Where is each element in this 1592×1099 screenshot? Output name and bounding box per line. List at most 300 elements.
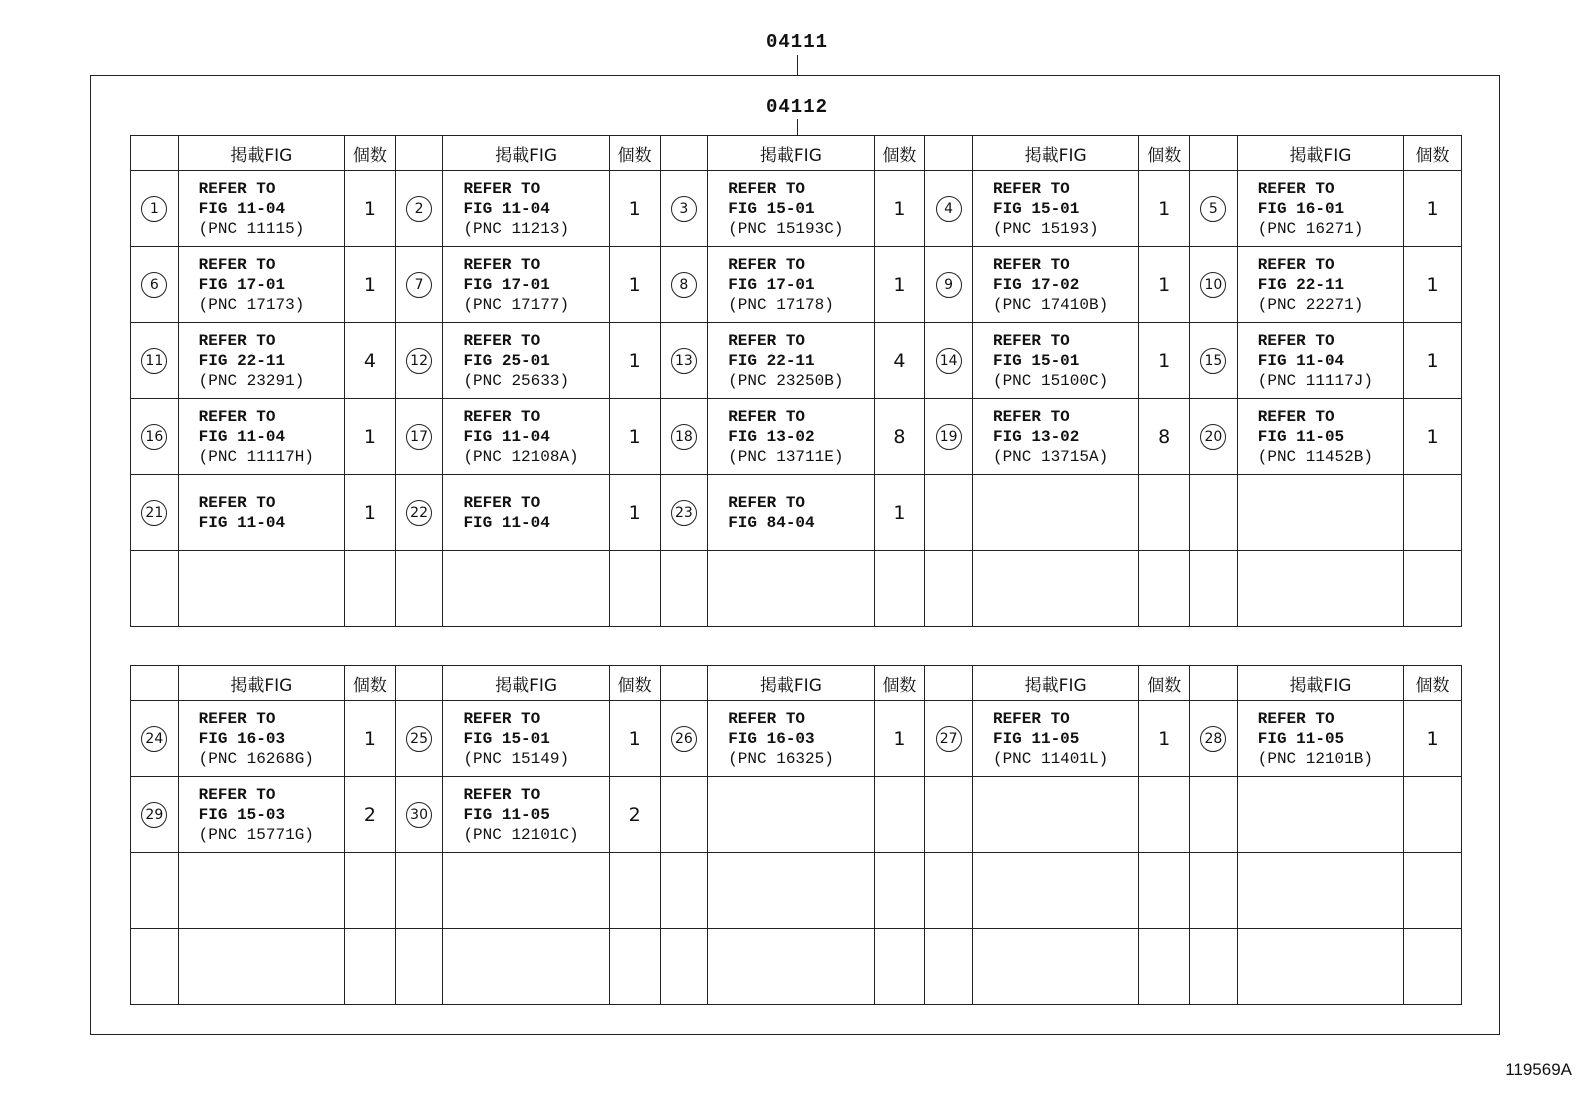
figure-number: FIG 11-04 (1257, 351, 1345, 370)
figure-reference-cell (1237, 929, 1403, 1005)
figure-reference-cell (443, 551, 609, 627)
figure-number: FIG 11-04 (198, 513, 286, 532)
item-number-cell (1190, 551, 1238, 627)
quantity-cell (1139, 475, 1190, 551)
refer-to-text: REFER TO (1257, 407, 1335, 426)
quantity-cell: 4 (874, 323, 925, 399)
figure-number: FIG 11-04 (198, 199, 286, 218)
quantity-cell: 1 (609, 475, 660, 551)
quantity-cell: 2 (345, 777, 396, 853)
pnc-number: (PNC 11117J) (1257, 371, 1373, 390)
item-number-cell (1190, 853, 1238, 929)
refer-to-text: REFER TO (728, 493, 806, 512)
item-number-circle: 8 (671, 272, 697, 298)
figure-reference-cell (708, 929, 874, 1005)
item-number-circle: 30 (406, 802, 432, 828)
pnc-number: (PNC 25633) (463, 371, 570, 390)
pnc-number: (PNC 15149) (463, 749, 570, 768)
item-number-cell (660, 701, 708, 777)
figure-number: FIG 17-01 (728, 275, 815, 294)
pnc-number: (PNC 11213) (463, 219, 570, 238)
figure-reference-cell (972, 853, 1138, 929)
pnc-number: (PNC 11117H) (198, 447, 314, 466)
quantity-cell: 1 (874, 171, 925, 247)
pnc-number: (PNC 22271) (1257, 295, 1364, 314)
quantity-cell: 1 (345, 399, 396, 475)
pnc-number: (PNC 17178) (728, 295, 834, 314)
table-row (131, 399, 1462, 475)
item-number-circle: 11 (141, 348, 167, 374)
callout-04111: 04111 (765, 31, 828, 53)
refer-to-text: REFER TO (1257, 709, 1335, 728)
item-number-cell (925, 475, 973, 551)
refer-to-text: REFER TO (198, 493, 276, 512)
figure-reference-cell (972, 551, 1138, 627)
refer-to-text: REFER TO (198, 255, 276, 274)
figure-reference-cell (443, 323, 609, 399)
figure-reference-cell (1237, 777, 1403, 853)
figure-number: FIG 15-01 (992, 199, 1080, 218)
item-number-circle: 16 (141, 424, 167, 450)
refer-to-text: REFER TO (992, 709, 1070, 728)
quantity-cell (609, 853, 660, 929)
header-fig: 掲載FIG (443, 666, 609, 701)
pnc-number: (PNC 16271) (1257, 219, 1364, 238)
quantity-cell (1404, 853, 1462, 929)
item-number-circle: 18 (671, 424, 697, 450)
leader-line-04111 (797, 55, 798, 75)
item-number-cell (925, 247, 973, 323)
header-fig: 掲載FIG (972, 666, 1138, 701)
quantity-cell: 1 (874, 247, 925, 323)
pnc-number: (PNC 15100C) (992, 371, 1109, 390)
quantity-cell: 1 (1139, 247, 1190, 323)
header-num (1190, 666, 1238, 701)
figure-reference-cell (1237, 475, 1403, 551)
item-number-cell (1190, 777, 1238, 853)
pnc-number: (PNC 11115) (198, 219, 305, 238)
table-row (131, 551, 1462, 627)
table-header-row (131, 136, 1462, 171)
item-number-cell (395, 399, 443, 475)
item-number-cell (395, 323, 443, 399)
item-number-circle: 23 (671, 500, 697, 526)
refer-to-text: REFER TO (992, 331, 1070, 350)
quantity-cell: 1 (1139, 701, 1190, 777)
quantity-cell: 1 (1404, 399, 1462, 475)
item-number-cell (660, 475, 708, 551)
pnc-number: (PNC 17177) (463, 295, 570, 314)
figure-reference-cell (443, 929, 609, 1005)
pnc-number: (PNC 15193) (992, 219, 1099, 238)
pnc-number: (PNC 15193C) (728, 219, 844, 238)
quantity-cell: 1 (345, 171, 396, 247)
header-fig: 掲載FIG (443, 136, 609, 171)
figure-reference-cell (178, 399, 344, 475)
item-number-cell (660, 399, 708, 475)
figure-reference-cell (1237, 171, 1403, 247)
header-num (395, 666, 443, 701)
table-row (131, 475, 1462, 551)
figure-reference-cell (708, 247, 874, 323)
quantity-cell: 1 (1404, 701, 1462, 777)
header-fig: 掲載FIG (1237, 136, 1403, 171)
refer-to-text: REFER TO (198, 709, 276, 728)
header-qty: 個数 (609, 666, 660, 701)
figure-reference-cell (178, 247, 344, 323)
table-row (131, 171, 1462, 247)
refer-to-text: REFER TO (198, 407, 276, 426)
item-number-cell (1190, 475, 1238, 551)
item-number-cell (660, 551, 708, 627)
header-fig: 掲載FIG (972, 136, 1138, 171)
item-number-circle: 3 (671, 196, 697, 222)
diagram-id: 119569A (1505, 1060, 1572, 1079)
quantity-cell: 2 (609, 777, 660, 853)
figure-reference-cell (1237, 853, 1403, 929)
table-row (131, 701, 1462, 777)
item-number-circle: 20 (1200, 424, 1226, 450)
figure-reference-cell (708, 475, 874, 551)
item-number-circle: 12 (406, 348, 432, 374)
item-number-cell (660, 929, 708, 1005)
quantity-cell (609, 929, 660, 1005)
figure-reference-cell (1237, 247, 1403, 323)
header-num (925, 666, 973, 701)
refer-to-text: REFER TO (463, 709, 541, 728)
reference-table-lower (130, 665, 1462, 1005)
quantity-cell: 1 (609, 171, 660, 247)
quantity-cell (609, 551, 660, 627)
callout-04112: 04112 (765, 96, 828, 118)
item-number-circle: 25 (406, 726, 432, 752)
header-num (131, 136, 179, 171)
figure-number: FIG 17-02 (992, 275, 1080, 294)
item-number-cell (131, 701, 179, 777)
figure-reference-cell (972, 399, 1138, 475)
item-number-circle: 28 (1200, 726, 1226, 752)
figure-reference-cell (178, 853, 344, 929)
quantity-cell: 8 (874, 399, 925, 475)
figure-number: FIG 16-03 (198, 729, 286, 748)
figure-number: FIG 11-04 (463, 513, 550, 532)
item-number-cell (660, 323, 708, 399)
figure-reference-cell (443, 171, 609, 247)
header-qty: 個数 (874, 136, 925, 171)
refer-to-text: REFER TO (728, 179, 806, 198)
item-number-cell (925, 929, 973, 1005)
quantity-cell (874, 929, 925, 1005)
quantity-cell: 1 (609, 247, 660, 323)
figure-reference-cell (443, 853, 609, 929)
item-number-circle: 22 (406, 500, 432, 526)
item-number-cell (395, 701, 443, 777)
item-number-cell (395, 551, 443, 627)
header-num (660, 136, 708, 171)
figure-reference-cell (1237, 323, 1403, 399)
header-qty: 個数 (345, 136, 396, 171)
figure-reference-cell (178, 777, 344, 853)
figure-number: FIG 11-05 (1257, 427, 1345, 446)
pnc-number: (PNC 12101C) (463, 825, 579, 844)
figure-number: FIG 22-11 (1257, 275, 1345, 294)
header-fig: 掲載FIG (708, 666, 874, 701)
table-row (131, 853, 1462, 929)
refer-to-text: REFER TO (198, 785, 276, 804)
quantity-cell (874, 777, 925, 853)
item-number-cell (925, 399, 973, 475)
quantity-cell (1139, 551, 1190, 627)
figure-reference-cell (708, 853, 874, 929)
item-number-circle: 19 (936, 424, 962, 450)
quantity-cell: 1 (609, 323, 660, 399)
figure-number: FIG 11-05 (992, 729, 1080, 748)
refer-to-text: REFER TO (728, 331, 806, 350)
figure-reference-cell (1237, 701, 1403, 777)
header-num (660, 666, 708, 701)
item-number-cell (660, 777, 708, 853)
quantity-cell (874, 853, 925, 929)
header-fig: 掲載FIG (1237, 666, 1403, 701)
item-number-cell (660, 171, 708, 247)
item-number-circle: 29 (141, 802, 167, 828)
header-fig: 掲載FIG (178, 136, 344, 171)
quantity-cell (1139, 777, 1190, 853)
refer-to-text: REFER TO (728, 255, 806, 274)
figure-number: FIG 11-05 (1257, 729, 1345, 748)
pnc-number: (PNC 16325) (728, 749, 834, 768)
quantity-cell (345, 853, 396, 929)
refer-to-text: REFER TO (198, 179, 276, 198)
figure-reference-cell (972, 701, 1138, 777)
figure-reference-cell (708, 171, 874, 247)
quantity-cell (1404, 777, 1462, 853)
figure-reference-cell (972, 171, 1138, 247)
item-number-circle: 9 (936, 272, 962, 298)
pnc-number: (PNC 23250B) (728, 371, 844, 390)
figure-number: FIG 11-04 (463, 427, 550, 446)
figure-reference-cell (178, 551, 344, 627)
quantity-cell: 8 (1139, 399, 1190, 475)
figure-reference-cell (708, 701, 874, 777)
pnc-number: (PNC 15771G) (198, 825, 314, 844)
figure-reference-cell (708, 777, 874, 853)
quantity-cell: 1 (609, 701, 660, 777)
item-number-cell (131, 323, 179, 399)
table-row (131, 247, 1462, 323)
item-number-circle: 15 (1200, 348, 1226, 374)
refer-to-text: REFER TO (728, 407, 806, 426)
item-number-cell (1190, 171, 1238, 247)
pnc-number: (PNC 16268G) (198, 749, 314, 768)
item-number-cell (925, 171, 973, 247)
item-number-cell (395, 171, 443, 247)
header-qty: 個数 (609, 136, 660, 171)
quantity-cell: 1 (1139, 171, 1190, 247)
figure-reference-cell (708, 399, 874, 475)
figure-number: FIG 15-01 (992, 351, 1080, 370)
figure-reference-cell (443, 475, 609, 551)
header-qty: 個数 (874, 666, 925, 701)
refer-to-text: REFER TO (992, 179, 1070, 198)
item-number-cell (131, 853, 179, 929)
pnc-number: (PNC 11452B) (1257, 447, 1373, 466)
refer-to-text: REFER TO (992, 407, 1070, 426)
item-number-cell (660, 853, 708, 929)
refer-to-text: REFER TO (198, 331, 276, 350)
quantity-cell: 1 (345, 475, 396, 551)
item-number-cell (1190, 701, 1238, 777)
item-number-circle: 27 (936, 726, 962, 752)
figure-reference-cell (443, 399, 609, 475)
figure-reference-cell (1237, 399, 1403, 475)
item-number-cell (925, 323, 973, 399)
quantity-cell (1139, 929, 1190, 1005)
figure-number: FIG 13-02 (992, 427, 1080, 446)
quantity-cell: 1 (609, 399, 660, 475)
table-row (131, 777, 1462, 853)
header-qty: 個数 (1404, 136, 1462, 171)
refer-to-text: REFER TO (463, 493, 541, 512)
refer-to-text: REFER TO (463, 179, 541, 198)
item-number-cell (395, 777, 443, 853)
figure-number: FIG 16-01 (1257, 199, 1345, 218)
pnc-number: (PNC 12108A) (463, 447, 579, 466)
figure-reference-cell (178, 701, 344, 777)
figure-reference-cell (178, 171, 344, 247)
header-qty: 個数 (1139, 666, 1190, 701)
figure-reference-cell (178, 475, 344, 551)
table-row (131, 323, 1462, 399)
figure-number: FIG 11-04 (463, 199, 550, 218)
figure-reference-cell (972, 777, 1138, 853)
item-number-cell (925, 777, 973, 853)
item-number-circle: 21 (141, 500, 167, 526)
refer-to-text: REFER TO (1257, 255, 1335, 274)
figure-number: FIG 17-01 (198, 275, 286, 294)
pnc-number: (PNC 11401L) (992, 749, 1109, 768)
item-number-circle: 2 (406, 196, 432, 222)
figure-reference-cell (443, 777, 609, 853)
item-number-cell (1190, 323, 1238, 399)
refer-to-text: REFER TO (992, 255, 1070, 274)
item-number-cell (131, 475, 179, 551)
quantity-cell: 1 (1139, 323, 1190, 399)
quantity-cell (345, 551, 396, 627)
figure-reference-cell (972, 475, 1138, 551)
quantity-cell: 1 (874, 701, 925, 777)
figure-reference-cell (443, 247, 609, 323)
item-number-cell (1190, 247, 1238, 323)
item-number-circle: 14 (936, 348, 962, 374)
figure-number: FIG 22-11 (198, 351, 286, 370)
figure-reference-cell (972, 323, 1138, 399)
item-number-cell (395, 929, 443, 1005)
refer-to-text: REFER TO (463, 255, 541, 274)
quantity-cell (1404, 475, 1462, 551)
item-number-cell (131, 399, 179, 475)
figure-number: FIG 15-01 (728, 199, 815, 218)
pnc-number: (PNC 17173) (198, 295, 305, 314)
figure-reference-cell (178, 323, 344, 399)
quantity-cell: 1 (1404, 247, 1462, 323)
item-number-cell (925, 551, 973, 627)
item-number-cell (131, 777, 179, 853)
item-number-cell (395, 247, 443, 323)
header-num (131, 666, 179, 701)
refer-to-text: REFER TO (463, 331, 541, 350)
item-number-circle: 6 (141, 272, 167, 298)
quantity-cell: 1 (345, 701, 396, 777)
header-qty: 個数 (1404, 666, 1462, 701)
refer-to-text: REFER TO (728, 709, 806, 728)
figure-number: FIG 17-01 (463, 275, 550, 294)
header-fig: 掲載FIG (708, 136, 874, 171)
header-qty: 個数 (1139, 136, 1190, 171)
item-number-cell (395, 853, 443, 929)
item-number-circle: 4 (936, 196, 962, 222)
quantity-cell (1404, 929, 1462, 1005)
item-number-cell (1190, 399, 1238, 475)
pnc-number: (PNC 23291) (198, 371, 305, 390)
header-qty: 個数 (345, 666, 396, 701)
figure-number: FIG 15-03 (198, 805, 286, 824)
leader-line-04112 (797, 119, 798, 135)
figure-number: FIG 11-05 (463, 805, 550, 824)
table-header-row (131, 666, 1462, 701)
item-number-circle: 13 (671, 348, 697, 374)
item-number-circle: 7 (406, 272, 432, 298)
item-number-circle: 17 (406, 424, 432, 450)
quantity-cell: 4 (345, 323, 396, 399)
pnc-number: (PNC 13715A) (992, 447, 1109, 466)
quantity-cell (345, 929, 396, 1005)
header-num (925, 136, 973, 171)
item-number-circle: 26 (671, 726, 697, 752)
quantity-cell (1139, 853, 1190, 929)
figure-reference-cell (178, 929, 344, 1005)
pnc-number: (PNC 13711E) (728, 447, 844, 466)
figure-number: FIG 84-04 (728, 513, 815, 532)
item-number-cell (131, 247, 179, 323)
figure-number: FIG 11-04 (198, 427, 286, 446)
figure-number: FIG 13-02 (728, 427, 815, 446)
figure-number: FIG 22-11 (728, 351, 815, 370)
item-number-circle: 5 (1200, 196, 1226, 222)
quantity-cell: 1 (345, 247, 396, 323)
item-number-cell (660, 247, 708, 323)
item-number-cell (131, 929, 179, 1005)
item-number-circle: 1 (141, 196, 167, 222)
figure-number: FIG 16-03 (728, 729, 815, 748)
quantity-cell (1404, 551, 1462, 627)
item-number-cell (1190, 929, 1238, 1005)
figure-reference-cell (443, 701, 609, 777)
quantity-cell: 1 (1404, 323, 1462, 399)
quantity-cell: 1 (874, 475, 925, 551)
figure-reference-cell (1237, 551, 1403, 627)
item-number-circle: 10 (1200, 272, 1226, 298)
refer-to-text: REFER TO (463, 407, 541, 426)
header-num (395, 136, 443, 171)
header-num (1190, 136, 1238, 171)
figure-reference-cell (708, 551, 874, 627)
pnc-number: (PNC 12101B) (1257, 749, 1373, 768)
figure-number: FIG 25-01 (463, 351, 550, 370)
item-number-circle: 24 (141, 726, 167, 752)
figure-reference-cell (972, 247, 1138, 323)
quantity-cell: 1 (1404, 171, 1462, 247)
